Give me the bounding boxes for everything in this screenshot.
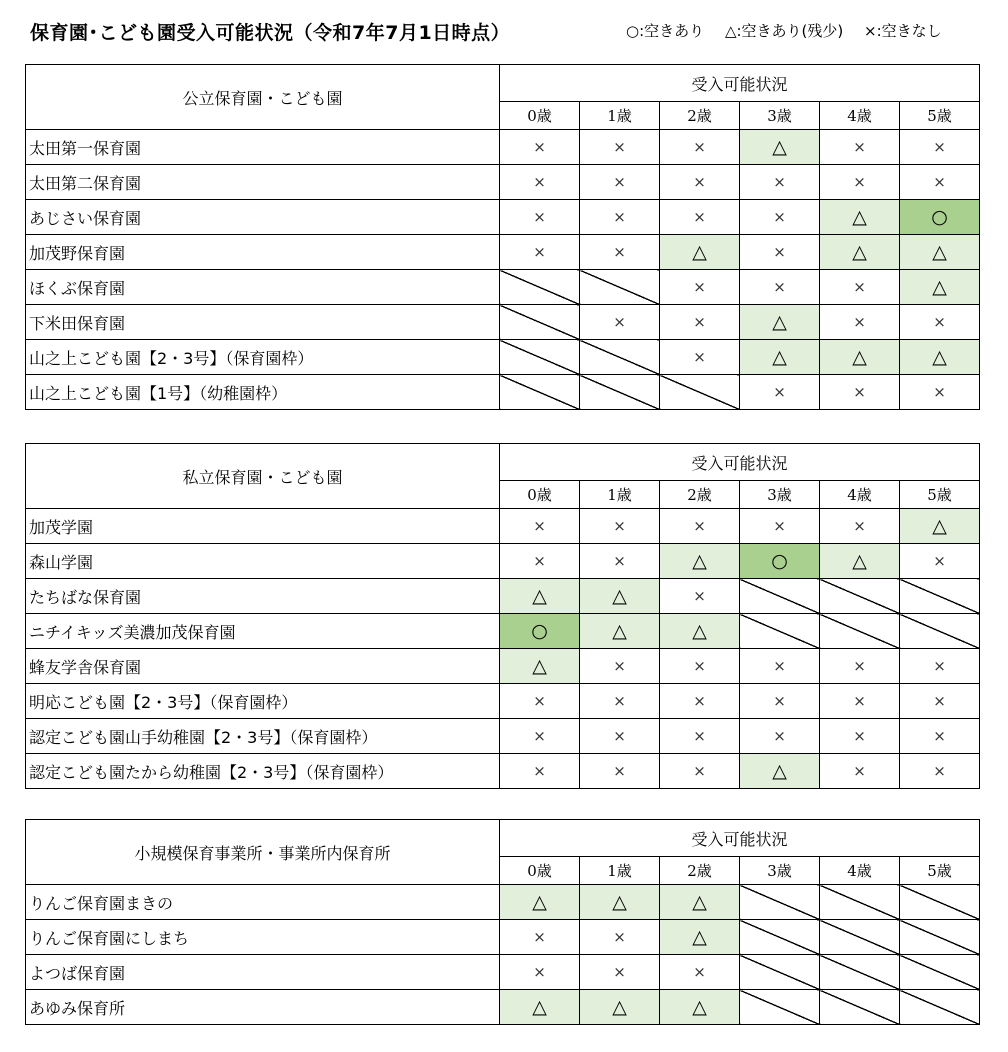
age-header: 3歳: [740, 481, 820, 509]
status-cell-few: △: [740, 130, 820, 165]
status-cell-none: ×: [660, 200, 740, 235]
not-applicable-cell: [820, 614, 900, 649]
age-header: 1歳: [580, 481, 660, 509]
facility-name: 明応こども園【2・3号】（保育園枠）: [26, 684, 500, 719]
table-row: [26, 305, 980, 340]
status-cell-none: ×: [740, 509, 820, 544]
section-category: 公立保育園・こども園: [26, 65, 500, 130]
status-cell-none: ×: [740, 235, 820, 270]
table-row: [26, 579, 980, 614]
facility-name: 森山学園: [26, 544, 500, 579]
not-applicable-cell: [900, 955, 980, 990]
status-header: 受入可能状況: [500, 820, 980, 857]
status-cell-none: ×: [580, 719, 660, 754]
facility-name: あゆみ保育所: [26, 990, 500, 1025]
table-row: [26, 509, 980, 544]
page-header: [0, 0, 1008, 60]
table-row: [26, 200, 980, 235]
age-header: 2歳: [660, 481, 740, 509]
status-cell-few: △: [500, 990, 580, 1025]
age-header: 2歳: [660, 102, 740, 130]
status-cell-few: △: [740, 340, 820, 375]
status-cell-none: ×: [500, 165, 580, 200]
status-cell-none: ×: [660, 509, 740, 544]
status-cell-none: ×: [900, 375, 980, 410]
status-cell-none: ×: [660, 305, 740, 340]
status-cell-vacant: ○: [900, 200, 980, 235]
table-row: [26, 885, 980, 920]
table-row: [26, 719, 980, 754]
section-category: 私立保育園・こども園: [26, 444, 500, 509]
age-header: 5歳: [900, 102, 980, 130]
status-cell-few: △: [660, 614, 740, 649]
status-cell-few: △: [820, 235, 900, 270]
age-header: 1歳: [580, 102, 660, 130]
facility-name: ほくぶ保育園: [26, 270, 500, 305]
status-cell-none: ×: [580, 684, 660, 719]
status-cell-none: ×: [820, 130, 900, 165]
status-cell-none: ×: [740, 375, 820, 410]
status-cell-none: ×: [580, 649, 660, 684]
status-cell-none: ×: [900, 649, 980, 684]
status-cell-few: △: [660, 990, 740, 1025]
status-cell-vacant: ○: [500, 614, 580, 649]
not-applicable-cell: [500, 305, 580, 340]
not-applicable-cell: [740, 579, 820, 614]
table-row: [26, 340, 980, 375]
table-row: [26, 544, 980, 579]
facility-name: りんご保育園まきの: [26, 885, 500, 920]
status-cell-few: △: [500, 579, 580, 614]
table-row: [26, 165, 980, 200]
status-cell-none: ×: [740, 270, 820, 305]
status-cell-none: ×: [820, 270, 900, 305]
age-header: 3歳: [740, 102, 820, 130]
status-cell-none: ×: [900, 754, 980, 789]
status-cell-none: ×: [500, 200, 580, 235]
facility-name: 太田第一保育園: [26, 130, 500, 165]
not-applicable-cell: [740, 990, 820, 1025]
facility-name: 山之上こども園【1号】（幼稚園枠）: [26, 375, 500, 410]
status-cell-none: ×: [580, 165, 660, 200]
status-cell-none: ×: [580, 200, 660, 235]
status-cell-none: ×: [500, 955, 580, 990]
not-applicable-cell: [820, 920, 900, 955]
age-header: 5歳: [900, 857, 980, 885]
status-cell-few: △: [820, 544, 900, 579]
table-row: [26, 270, 980, 305]
status-cell-none: ×: [900, 305, 980, 340]
age-header: 3歳: [740, 857, 820, 885]
age-header: 0歳: [500, 857, 580, 885]
status-cell-none: ×: [660, 955, 740, 990]
not-applicable-cell: [900, 920, 980, 955]
not-applicable-cell: [900, 885, 980, 920]
page-title: 保育園･こども園受入可能状況（令和7年7月1日時点）: [30, 22, 511, 44]
table-row: [26, 684, 980, 719]
status-cell-none: ×: [820, 375, 900, 410]
facility-name: 蜂友学舎保育園: [26, 649, 500, 684]
status-cell-none: ×: [740, 719, 820, 754]
status-cell-none: ×: [660, 340, 740, 375]
status-cell-none: ×: [740, 649, 820, 684]
section-category: 小規模保育事業所・事業所内保育所: [26, 820, 500, 885]
not-applicable-cell: [740, 920, 820, 955]
status-cell-none: ×: [900, 684, 980, 719]
facility-name: 加茂学園: [26, 509, 500, 544]
status-cell-none: ×: [660, 270, 740, 305]
legend-vacant: ○:空きあり: [626, 22, 705, 40]
table-row: [26, 375, 980, 410]
status-cell-few: △: [580, 885, 660, 920]
status-cell-none: ×: [660, 579, 740, 614]
status-cell-few: △: [580, 579, 660, 614]
section-table: [25, 819, 980, 1025]
not-applicable-cell: [740, 614, 820, 649]
status-cell-none: ×: [660, 649, 740, 684]
not-applicable-cell: [740, 885, 820, 920]
facility-name: あじさい保育園: [26, 200, 500, 235]
status-cell-few: △: [900, 509, 980, 544]
facility-name: たちばな保育園: [26, 579, 500, 614]
status-cell-none: ×: [820, 509, 900, 544]
status-cell-none: ×: [500, 684, 580, 719]
not-applicable-cell: [820, 579, 900, 614]
status-cell-none: ×: [820, 305, 900, 340]
status-cell-few: △: [580, 614, 660, 649]
age-header: 4歳: [820, 481, 900, 509]
status-cell-none: ×: [900, 130, 980, 165]
status-cell-few: △: [500, 885, 580, 920]
status-cell-none: ×: [500, 130, 580, 165]
status-cell-none: ×: [820, 165, 900, 200]
table-row: [26, 235, 980, 270]
facility-name: ニチイキッズ美濃加茂保育園: [26, 614, 500, 649]
table-row: [26, 649, 980, 684]
table-row: [26, 955, 980, 990]
not-applicable-cell: [900, 990, 980, 1025]
table-row: [26, 754, 980, 789]
facility-name: 下米田保育園: [26, 305, 500, 340]
status-cell-none: ×: [740, 684, 820, 719]
status-cell-none: ×: [580, 130, 660, 165]
not-applicable-cell: [580, 375, 660, 410]
status-cell-few: △: [820, 340, 900, 375]
not-applicable-cell: [580, 340, 660, 375]
not-applicable-cell: [500, 270, 580, 305]
section-table: [25, 64, 980, 410]
status-cell-few: △: [580, 990, 660, 1025]
status-cell-few: △: [660, 544, 740, 579]
status-cell-none: ×: [580, 544, 660, 579]
status-cell-none: ×: [900, 719, 980, 754]
facility-name: 認定こども園山手幼稚園【2・3号】（保育園枠）: [26, 719, 500, 754]
status-cell-none: ×: [660, 754, 740, 789]
status-cell-none: ×: [660, 130, 740, 165]
not-applicable-cell: [900, 614, 980, 649]
facility-name: りんご保育園にしまち: [26, 920, 500, 955]
status-cell-few: △: [740, 754, 820, 789]
status-cell-none: ×: [660, 719, 740, 754]
status-cell-none: ×: [500, 509, 580, 544]
status-cell-vacant: ○: [740, 544, 820, 579]
status-cell-none: ×: [820, 684, 900, 719]
status-cell-few: △: [900, 235, 980, 270]
status-cell-none: ×: [500, 920, 580, 955]
status-cell-none: ×: [500, 754, 580, 789]
not-applicable-cell: [900, 579, 980, 614]
status-cell-none: ×: [740, 200, 820, 235]
table-row: [26, 920, 980, 955]
facility-name: 山之上こども園【2・3号】（保育園枠）: [26, 340, 500, 375]
not-applicable-cell: [740, 955, 820, 990]
status-cell-none: ×: [820, 754, 900, 789]
facility-name: よつば保育園: [26, 955, 500, 990]
status-cell-none: ×: [500, 544, 580, 579]
status-cell-none: ×: [580, 305, 660, 340]
status-header: 受入可能状況: [500, 444, 980, 481]
legend: [626, 20, 958, 41]
facility-name: 太田第二保育園: [26, 165, 500, 200]
status-cell-few: △: [740, 305, 820, 340]
status-cell-none: ×: [580, 955, 660, 990]
age-header: 2歳: [660, 857, 740, 885]
table-row: [26, 990, 980, 1025]
age-header: 0歳: [500, 481, 580, 509]
status-cell-none: ×: [580, 235, 660, 270]
age-header: 4歳: [820, 857, 900, 885]
status-cell-few: △: [820, 200, 900, 235]
status-cell-none: ×: [900, 544, 980, 579]
age-header: 4歳: [820, 102, 900, 130]
not-applicable-cell: [580, 270, 660, 305]
status-cell-none: ×: [660, 684, 740, 719]
status-cell-none: ×: [820, 719, 900, 754]
facility-name: 認定こども園たから幼稚園【2・3号】（保育園枠）: [26, 754, 500, 789]
status-cell-few: △: [900, 340, 980, 375]
status-cell-none: ×: [580, 754, 660, 789]
status-cell-none: ×: [580, 509, 660, 544]
facility-name: 加茂野保育園: [26, 235, 500, 270]
legend-none: ×:空きなし: [864, 22, 942, 40]
age-header: 5歳: [900, 481, 980, 509]
age-header: 1歳: [580, 857, 660, 885]
status-cell-none: ×: [500, 719, 580, 754]
status-cell-few: △: [660, 920, 740, 955]
not-applicable-cell: [820, 990, 900, 1025]
status-cell-none: ×: [740, 165, 820, 200]
status-cell-few: △: [660, 885, 740, 920]
not-applicable-cell: [820, 955, 900, 990]
status-cell-few: △: [900, 270, 980, 305]
age-header: 0歳: [500, 102, 580, 130]
status-cell-none: ×: [900, 165, 980, 200]
status-header: 受入可能状況: [500, 65, 980, 102]
not-applicable-cell: [820, 885, 900, 920]
not-applicable-cell: [500, 340, 580, 375]
status-cell-none: ×: [660, 165, 740, 200]
status-cell-few: △: [660, 235, 740, 270]
status-cell-none: ×: [580, 920, 660, 955]
legend-few: △:空きあり(残少): [724, 22, 844, 40]
not-applicable-cell: [500, 375, 580, 410]
section-table: [25, 443, 980, 789]
table-row: [26, 130, 980, 165]
status-cell-none: ×: [500, 235, 580, 270]
status-cell-few: △: [500, 649, 580, 684]
not-applicable-cell: [660, 375, 740, 410]
status-cell-none: ×: [820, 649, 900, 684]
table-row: [26, 614, 980, 649]
